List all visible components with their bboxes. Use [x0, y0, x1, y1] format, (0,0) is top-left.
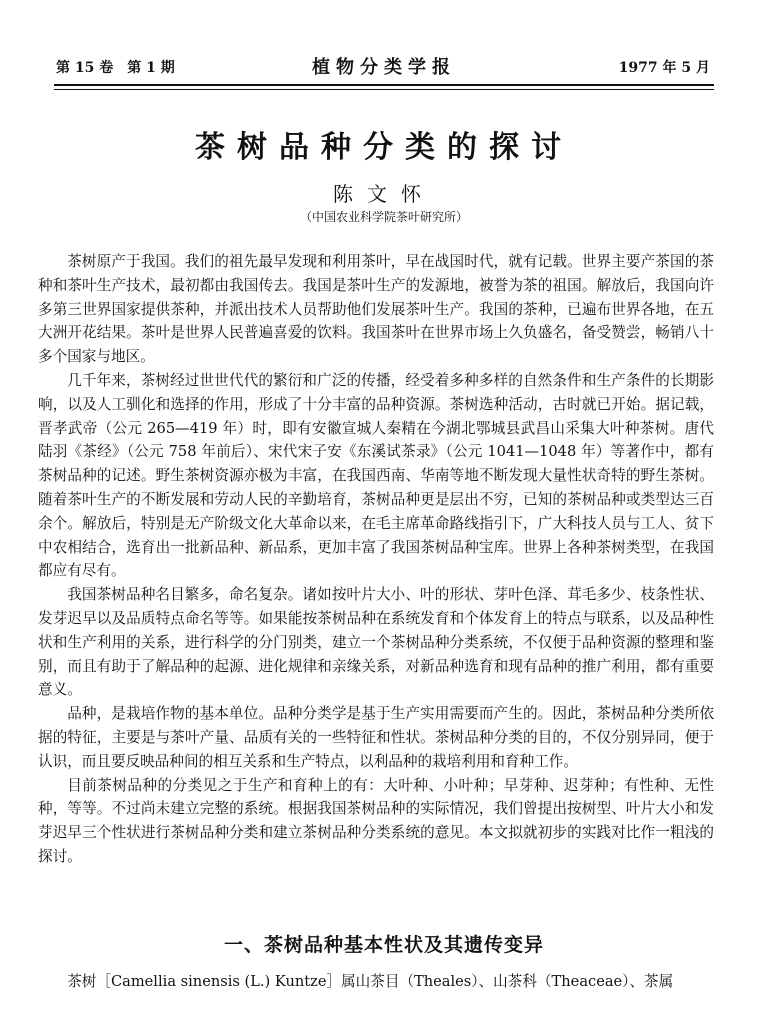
article-body	[38, 250, 714, 869]
article-title: 茶树品种分类的探讨	[195, 130, 573, 165]
header-rule-thin	[54, 89, 714, 90]
paragraph: 品种，是栽培作物的基本单位。品种分类学是基于生产实用需要而产生的。因此，茶树品种分类所依据的特征，主要是与茶叶产量、品质有关的一些特征和性状。茶树品种分类的目的，不仅分别异同，便于认识，而且要反映品种间的相互关系和生产特点，以利品种的栽培利用和育种工作。	[38, 705, 714, 770]
paragraph-start: 茶树［Camellia sinensis (L.) Kuntze］属山茶目（Theales）、山茶科（Theaceae）、茶属	[67, 973, 674, 990]
paragraph: 我国茶树品种名目繁多，命名复杂。诸如按叶片大小、叶的形状、芽叶色泽、茸毛多少、枝条性状、发芽迟早以及品质特点命名等等。如果能按茶树品种在系统发育和个体发育上的特点与联系，以及品种性状和生产利用的关系，进行科学的分门别类，建立一个茶树品种分类系统，不仅便于品种资源的整理和鉴别，而且有助于了解品种的起源、进化规律和亲缘关系，对新品种选育和现有品种的推广利用，都有重要意义。	[38, 586, 714, 699]
paragraph: 目前茶树品种的分类见之于生产和育种上的有：大叶种、小叶种；早芽种、迟芽种；有性种、无性种，等等。不过尚未建立完整的系统。根据我国茶树品种的实际情况，我们曾提出按树型、叶片大小和发芽迟早三个性状进行茶树品种分类和建立茶树品种分类系统的意见。本文拟就初步的实践对比作一粗浅的探讨。	[38, 776, 714, 865]
volume-issue: 第 15 卷 第 1 期	[56, 60, 175, 76]
paragraph: 几千年来，茶树经过世世代代的繁衍和广泛的传播，经受着多种多样的自然条件和生产条件的长期影响，以及人工驯化和选择的作用，形成了十分丰富的品种资源。茶树选种活动，古时就已开始。据记载，晋孝武帝（公元 265—419 年）时，即有安徽宣城人秦精在今湖北鄂城县武昌山采集大叶种茶树。唐代陆羽《茶经》（公元 758 年前后）、宋代宋子安《东溪试茶录》（公元 1041—1048 年）等著作中，都有茶树品种的记述。野生茶树资源亦极为丰富，在我国西南、华南等地不断发现大量性状奇特的野生茶树。随着茶叶生产的不断发展和劳动人民的辛勤培育，茶树品种更是层出不穷，已知的茶树品种或类型达三百余个。解放后，特别是无产阶级文化大革命以来，在毛主席革命路线指引下，广大科技人员与工人、贫下中农相结合，选育出一批新品种、新品系，更加丰富了我国茶树品种宝库。世界上各种茶树类型，在我国都应有尽有。	[38, 371, 714, 580]
section-heading: 一、茶树品种基本性状及其遗传变异	[223, 934, 544, 956]
author-affiliation: （中国农业科学院茶叶研究所）	[299, 210, 468, 224]
author-name: 陈文怀	[333, 182, 435, 206]
running-header	[54, 48, 714, 82]
paragraph: 茶树原产于我国。我们的祖先最早发现和利用茶叶，早在战国时代，就有记载。世界主要产茶国的茶种和茶叶生产技术，最初都由我国传去。我国是茶叶生产的发源地，被誉为茶的祖国。解放后，我国向许多第三世界国家提供茶种，并派出技术人员帮助他们发展茶叶生产。我国的茶种，已遍布世界各地，在五大洲开花结果。茶叶是世界人民普遍喜爱的饮料。我国茶叶在世界市场上久负盛名，备受赞尝，畅销八十多个国家与地区。	[38, 253, 714, 366]
journal-name: 植物分类学报	[312, 57, 456, 78]
issue-date: 1977 年 5 月	[618, 60, 710, 76]
header-rule-thick	[54, 84, 714, 86]
